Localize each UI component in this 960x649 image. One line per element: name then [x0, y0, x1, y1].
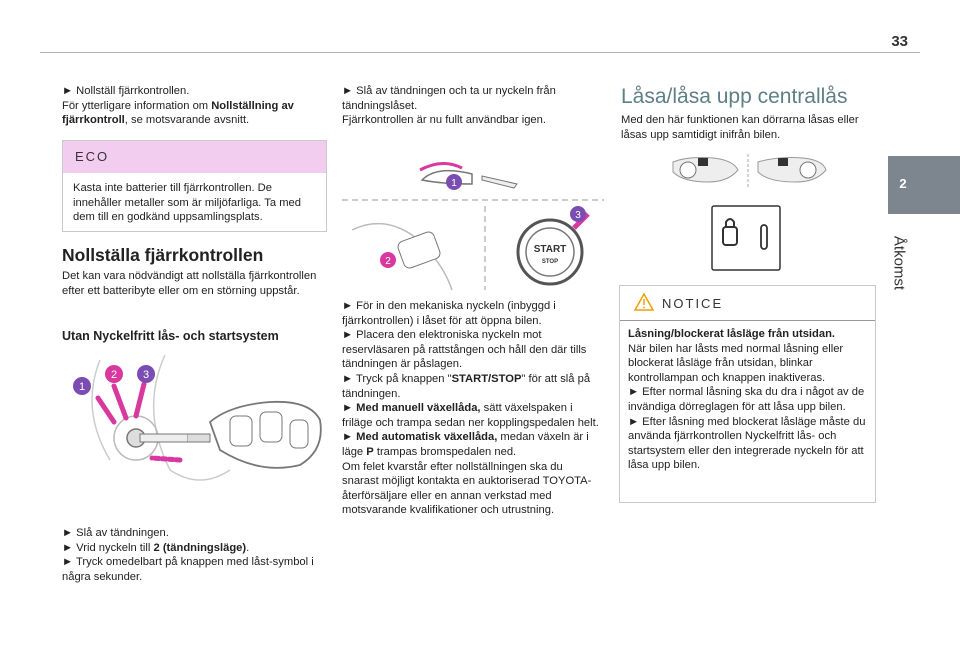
- col2-procedure: ► För in den mekaniska nyckeln (inbyggd i fjärrkontrollen) i låset för att öppna bilen. ► Placera den elektroniska nyckeln mot reservläsaren på rattstången och håll den där tills tändningen är påslagen. ► Tryck på knappen "START/STOP" för att slå på tändningen. ► Med manuell växellåda, sätt växelspaken i friläge och trampa sedan ner kopplingspedalen helt. ► Med automatisk växellåda, medan växeln är i läge P trampas bromspedalen ned. Om felet kvarstår efter nollställningen ska du snarast möjligt kontakta en auktoriserad TOYOTA-återförsäljare eller en annan verkstad med motsvarande kvalifikationer och utrustning.: [342, 300, 599, 517]
- section-title: Nollställa fjärrkontrollen: [62, 245, 264, 265]
- dashboard-location-icon: [668, 152, 828, 190]
- col2-intro: ► Slå av tändningen och ta ur nyckeln från tändningslåset. Fjärrkontrollen är nu fullt användbar igen.: [342, 85, 556, 127]
- svg-text:1: 1: [451, 178, 457, 189]
- col1-intro: ► Nollställ fjärrkontrollen. För ytterligare information om Nollställning av fjärrkontroll, se motsvarande avsnitt.: [62, 85, 294, 127]
- svg-text:3: 3: [575, 210, 581, 221]
- chapter-number: 2: [899, 176, 907, 191]
- central-lock-button[interactable]: [711, 205, 781, 271]
- central-lock-intro: Med den här funktionen kan dörrarna låsas eller låsas upp samtidigt inifrån bilen.: [621, 114, 859, 141]
- col1-steps: ► Slå av tändningen. ► Vrid nyckeln till 2 (tändningsläge). ► Tryck omedelbart på knappen med låst-symbol i några sekunder.: [62, 527, 314, 583]
- page-number: 33: [891, 33, 908, 50]
- eco-text: Kasta inte batterier till fjärrkontrollen. De innehåller metaller som är miljöfarliga. Ta med dem till en godkänd uppsamlingsplats.: [73, 182, 301, 224]
- section-text: Det kan vara nödvändigt att nollställa fjärrkontrollen efter ett batteribyte eller om en störning uppstår.: [62, 270, 317, 297]
- header-rule: [40, 52, 920, 53]
- notice-box: NOTICE Låsning/blockerat låsläge från utsidan. När bilen har låsts med normal låsning eller blockerat låsläge från utsidan, blinkar kontrollampan och knappen inaktiveras. ► Efter normal låsning ska du dra i något av de invändiga dörreglagen för att låsa upp bilen. ► Efter låsning med blockerat låsläge måste du använda fjärrkontrollen Nyckelfritt lås- och startsystem eller den integrerade nyckeln för att låsa upp bilen.: [619, 285, 876, 503]
- subsection-title: Utan Nyckelfritt lås- och startsystem: [62, 329, 279, 343]
- eco-title: ECO: [63, 141, 326, 173]
- eco-box: [62, 140, 327, 232]
- stop-label: STOP: [541, 259, 559, 265]
- warning-icon: [634, 293, 654, 311]
- svg-text:1: 1: [78, 381, 86, 393]
- svg-text:3: 3: [142, 369, 150, 381]
- central-lock-title: Låsa/låsa upp centrallås: [621, 85, 848, 108]
- svg-text:2: 2: [110, 369, 118, 381]
- chapter-label: Åtkomst: [890, 235, 908, 291]
- key-reset-illustration: [70, 350, 330, 500]
- notice-title: NOTICE: [662, 296, 724, 311]
- start-procedure-illustration: [342, 140, 604, 300]
- start-label: START: [533, 244, 567, 255]
- svg-text:2: 2: [385, 256, 391, 267]
